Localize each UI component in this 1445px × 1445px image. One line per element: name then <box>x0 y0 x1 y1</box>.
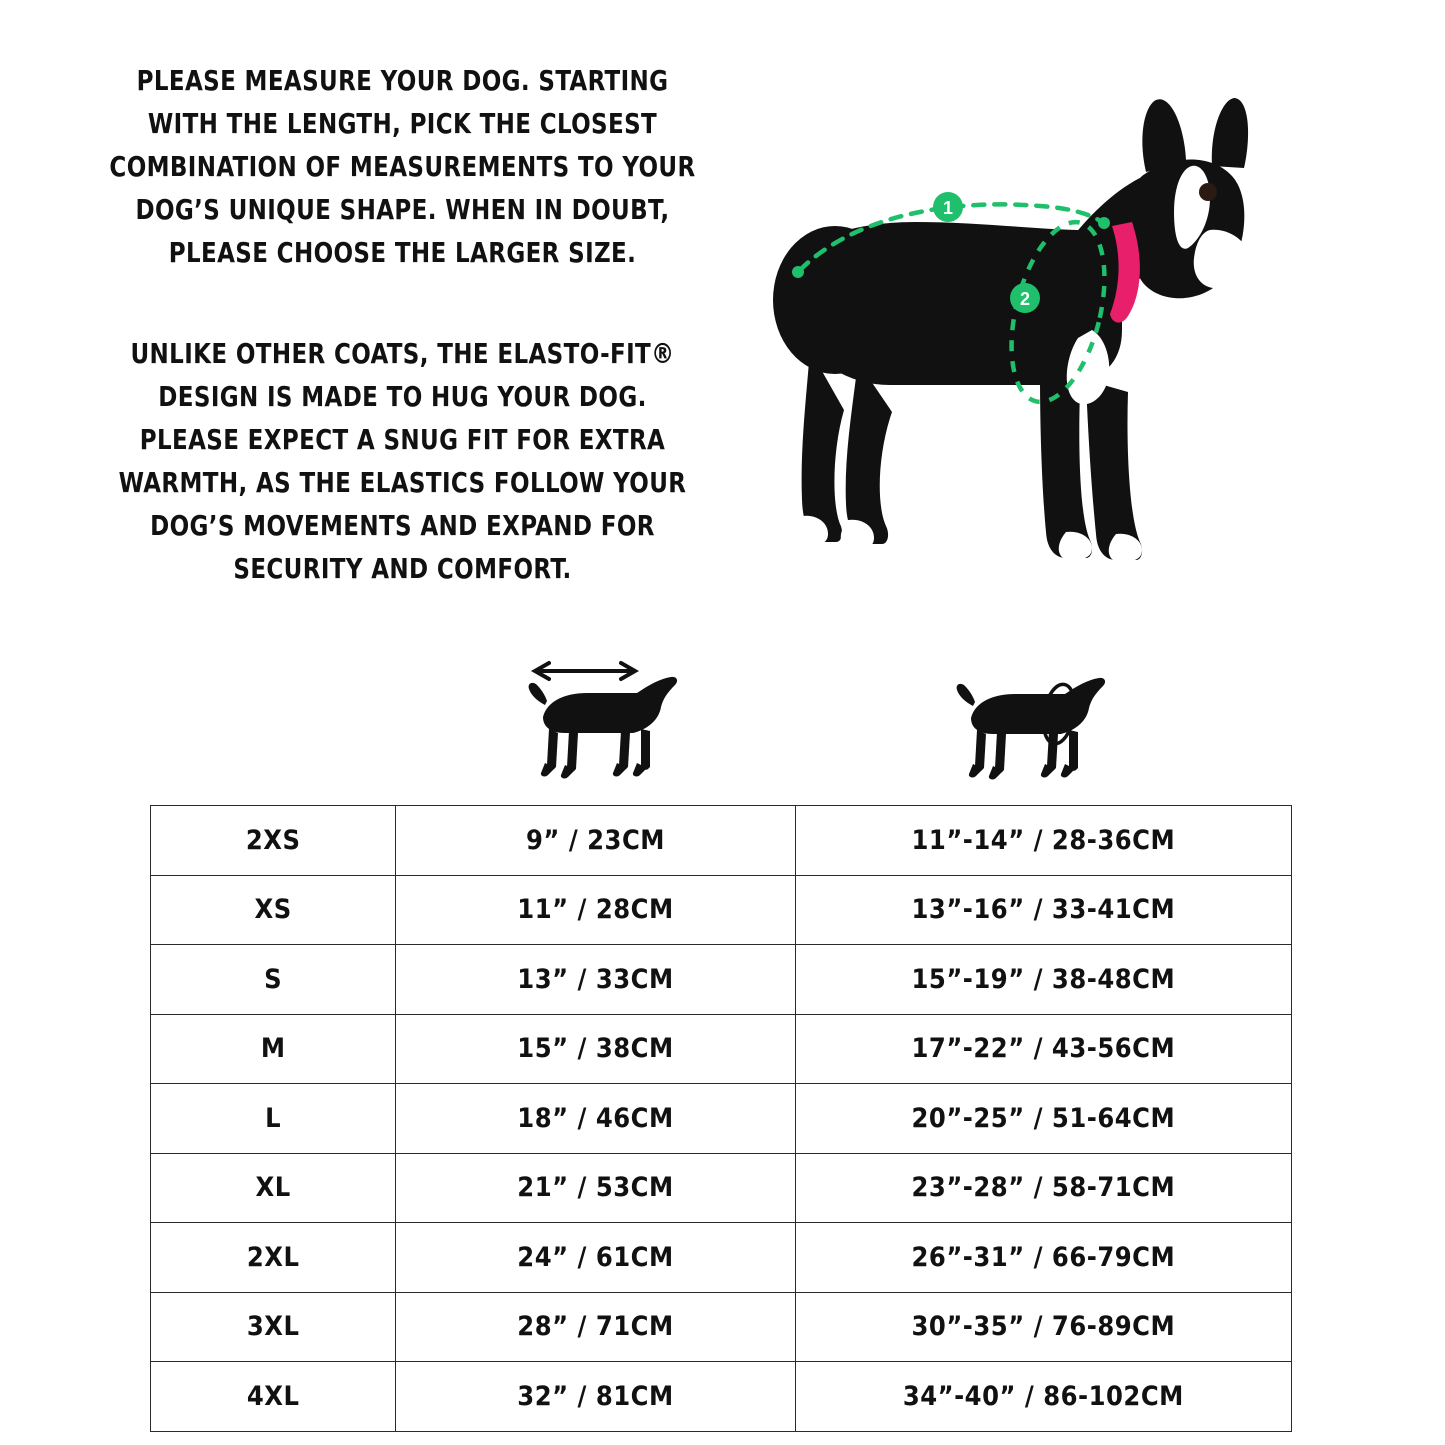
cell-size: 2XS <box>151 806 396 876</box>
cell-length: 13” / 33CM <box>396 945 795 1015</box>
cell-girth: 20”-25” / 51-64CM <box>795 1084 1291 1154</box>
intro-section <box>0 0 1445 640</box>
table-row <box>151 1014 1292 1084</box>
length-start-dot <box>792 266 804 278</box>
cell-girth: 11”-14” / 28-36CM <box>795 806 1291 876</box>
size-chart <box>150 805 1292 1432</box>
cell-length: 9” / 23CM <box>396 806 795 876</box>
cell-size: 2XL <box>151 1223 396 1293</box>
table-row <box>151 1223 1292 1293</box>
dog-length-icon <box>525 655 705 780</box>
cell-length: 11” / 28CM <box>396 875 795 945</box>
column-icons <box>0 655 1445 785</box>
marker-2 <box>1010 283 1040 313</box>
marker-2-label: 2 <box>1019 289 1031 309</box>
measurement-diagram <box>720 60 1405 620</box>
intro-paragraph-2: UNLIKE OTHER COATS, THE ELASTO-FIT® DESIGN IS MADE TO HUG YOUR DOG. PLEASE EXPECT A SNUG FIT FOR EXTRA WARMTH, AS THE ELASTICS FOLLOW YOUR DOG’S MOVEMENTS AND EXPAND FOR SECURITY AND COMFORT. <box>118 338 687 585</box>
table-row <box>151 875 1292 945</box>
cell-girth: 23”-28” / 58-71CM <box>795 1153 1291 1223</box>
size-chart-table <box>150 805 1292 1432</box>
cell-length: 28” / 71CM <box>396 1292 795 1362</box>
intro-copy <box>40 60 720 591</box>
cell-girth: 26”-31” / 66-79CM <box>795 1223 1291 1293</box>
cell-girth: 13”-16” / 33-41CM <box>795 875 1291 945</box>
cell-size: XS <box>151 875 396 945</box>
cell-size: M <box>151 1014 396 1084</box>
table-row <box>151 1292 1292 1362</box>
length-end-dot <box>1098 217 1110 229</box>
dog-eye <box>1199 183 1217 201</box>
cell-size: L <box>151 1084 396 1154</box>
cell-length: 32” / 81CM <box>396 1362 795 1432</box>
cell-girth: 17”-22” / 43-56CM <box>795 1014 1291 1084</box>
cell-size: 3XL <box>151 1292 396 1362</box>
cell-size: 4XL <box>151 1362 396 1432</box>
cell-size: XL <box>151 1153 396 1223</box>
table-row <box>151 1153 1292 1223</box>
table-row <box>151 945 1292 1015</box>
cell-size: S <box>151 945 396 1015</box>
dog-girth-icon <box>955 660 1125 780</box>
cell-girth: 30”-35” / 76-89CM <box>795 1292 1291 1362</box>
table-row <box>151 1084 1292 1154</box>
table-row <box>151 1362 1292 1432</box>
cell-length: 15” / 38CM <box>396 1014 795 1084</box>
marker-1-label: 1 <box>942 198 954 218</box>
intro-paragraph-1: PLEASE MEASURE YOUR DOG. STARTING WITH THE LENGTH, PICK THE CLOSEST COMBINATION OF MEASUREMENTS TO YOUR DOG’S UNIQUE SHAPE. WHEN IN DOUBT, PLEASE CHOOSE THE LARGER SIZE. <box>109 65 696 269</box>
cell-length: 24” / 61CM <box>396 1223 795 1293</box>
cell-girth: 15”-19” / 38-48CM <box>795 945 1291 1015</box>
cell-length: 21” / 53CM <box>396 1153 795 1223</box>
cell-girth: 34”-40” / 86-102CM <box>795 1362 1291 1432</box>
table-row <box>151 806 1292 876</box>
marker-1 <box>933 192 963 222</box>
cell-length: 18” / 46CM <box>396 1084 795 1154</box>
dog-photo-illustration <box>740 80 1260 600</box>
